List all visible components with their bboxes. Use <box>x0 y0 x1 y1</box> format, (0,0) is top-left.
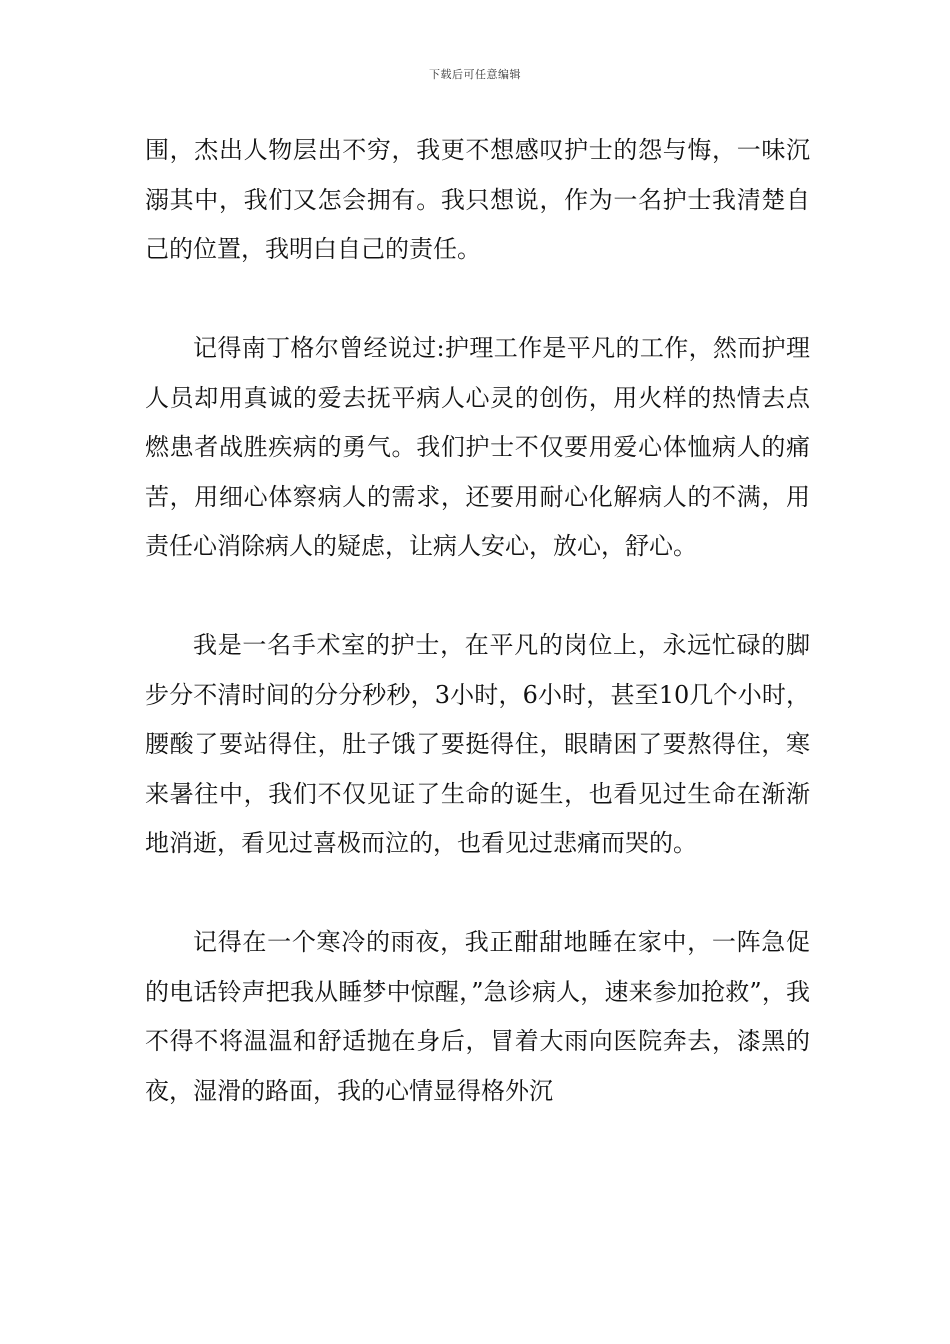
paragraph-gap <box>145 869 810 919</box>
paragraph-continuation: 围，杰出人物层出不穷，我更不想感叹护士的怨与悔，一味沉溺其中，我们又怎会拥有。我只想说，作为一名护士我清楚自己的位置，我明白自己的责任。 <box>145 136 810 263</box>
paragraph-nightingale: 记得南丁格尔曾经说过:护理工作是平凡的工作，然而护理人员却用真诚的爱去抚平病人心灵的创伤，用火样的热情去点燃患者战胜疾病的勇气。我们护士不仅要用爱心体恤病人的痛苦，用细心体察病人的需求，还要用耐心化解病人的不满，用责任心消除病人的疑虑，让病人安心，放心，舒心。 <box>145 334 810 560</box>
paragraph-rainy-night: 记得在一个寒冷的雨夜，我正酣甜地睡在家中，一阵急促的电话铃声把我从睡梦中惊醒，”急诊病人，速来参加抢救”，我不得不将温温和舒适抛在身后，冒着大雨向医院奔去，漆黑的夜，湿滑的路面，我的心情显得格外沉 <box>145 928 810 1105</box>
paragraph-operating-room: 我是一名手术室的护士，在平凡的岗位上，永远忙碌的脚步分不清时间的分分秒秒，3小时，6小时，甚至10几个小时，腰酸了要站得住，肚子饿了要挺得住，眼睛困了要熬得住，寒来暑往中，我们不仅见证了生命的诞生，也看见过生命在渐渐地消逝，看见过喜极而泣的，也看见过悲痛而哭的。 <box>145 631 810 857</box>
paragraph-gap <box>145 572 810 622</box>
paragraph-gap <box>145 275 810 325</box>
document-body <box>145 126 810 1116</box>
page-header: 下载后可任意编辑 <box>429 68 521 81</box>
